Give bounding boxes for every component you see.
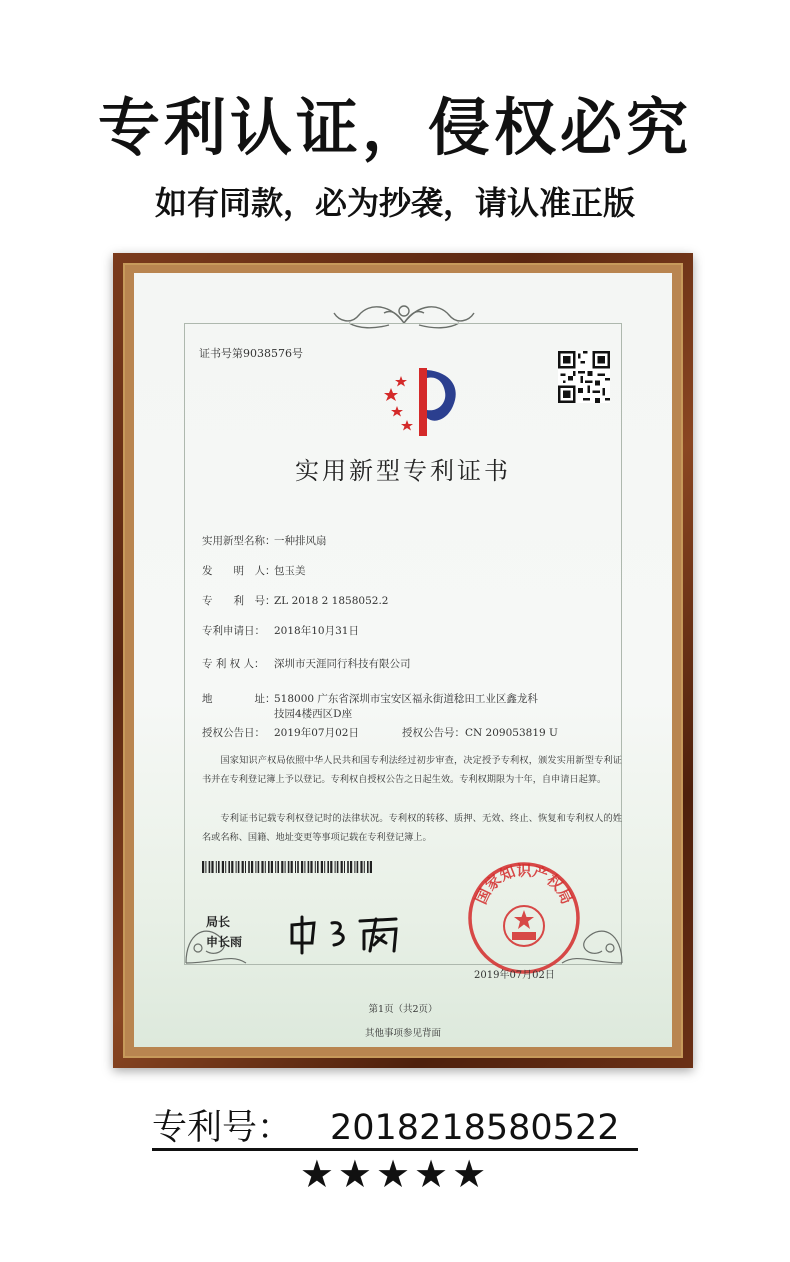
field-inventor — [202, 563, 306, 578]
field-filing-date — [202, 623, 359, 638]
director-name: 申长雨 — [206, 935, 243, 949]
field-label: 专利申请日： — [202, 625, 265, 637]
field-label: 地 址： — [202, 693, 276, 705]
notice-paragraph: 专利证书记载专利权登记时的法律状况。专利权的转移、质押、无效、终止、恢复和专利权人的姓名或名称、国籍、地址变更等事项记载在专利登记簿上。 — [202, 813, 622, 843]
patent-number-banner — [152, 1100, 638, 1151]
patent-number-label: 专利号： — [152, 1108, 293, 1148]
page-headline: 专利认证，侵权必究 — [97, 91, 692, 164]
footer-note: 其他事项参见背面 — [364, 1028, 441, 1039]
qr-code-icon — [558, 351, 610, 403]
field-address-line2: 技园4楼西区D座 — [274, 708, 353, 720]
field-patentee — [202, 656, 411, 671]
certificate-frame — [113, 253, 693, 1068]
field-grant-date — [202, 725, 558, 740]
field-value: 一种排风扇 — [274, 535, 327, 547]
patent-number-value: 2018218580522 — [330, 1108, 620, 1148]
field-value: 包玉美 — [274, 565, 306, 577]
field-value: 2019年07月02日 — [274, 727, 359, 739]
field-value: 深圳市天涯同行科技有限公司 — [274, 658, 411, 670]
field-label: 发 明 人： — [202, 565, 276, 577]
signature-icon — [284, 913, 414, 955]
barcode-icon — [202, 861, 372, 873]
field-patent-number — [202, 593, 388, 608]
field-value: 2018年10月31日 — [274, 625, 359, 637]
field-label: 实用新型名称： — [202, 535, 276, 547]
certificate-number: 证书号第9038576号 — [199, 347, 303, 360]
field-label: 授权公告日： — [202, 727, 265, 739]
certificate-title: 实用新型专利证书 — [295, 457, 511, 485]
rating-stars-icon: ★★★★★ — [299, 1152, 491, 1196]
field-utility-model-name — [202, 533, 327, 548]
page-subheadline: 如有同款，必为抄袭，请认准正版 — [154, 184, 635, 222]
field-label: 专 利 权 人： — [202, 658, 265, 670]
field-label: 专 利 号： — [202, 595, 276, 607]
director-title: 局长 — [206, 915, 231, 929]
field-label: 授权公告号： — [402, 727, 465, 739]
seal-text: 国家知识产权局 — [471, 861, 577, 907]
patent-office-logo-icon — [379, 358, 469, 438]
field-value: ZL 2018 2 1858052.2 — [274, 595, 389, 607]
certificate-paper — [134, 273, 672, 1047]
field-value: CN 209053819 U — [465, 727, 558, 739]
field-address — [202, 691, 538, 706]
notice-paragraph: 国家知识产权局依照中华人民共和国专利法经过初步审查，决定授予专利权，颁发实用新型专利证书并在专利登记簿上予以登记。专利权自授权公告之日起生效。专利权期限为十年，自申请日起算。 — [202, 755, 622, 785]
page-info: 第1页（共2页） — [368, 1004, 438, 1015]
seal-date: 2019年07月02日 — [474, 970, 555, 981]
official-seal-icon — [464, 858, 584, 978]
field-value: 518000 广东省深圳市宝安区福永街道稔田工业区鑫龙科 — [274, 693, 538, 705]
svg-text:国家知识产权局 — [472, 862, 576, 907]
